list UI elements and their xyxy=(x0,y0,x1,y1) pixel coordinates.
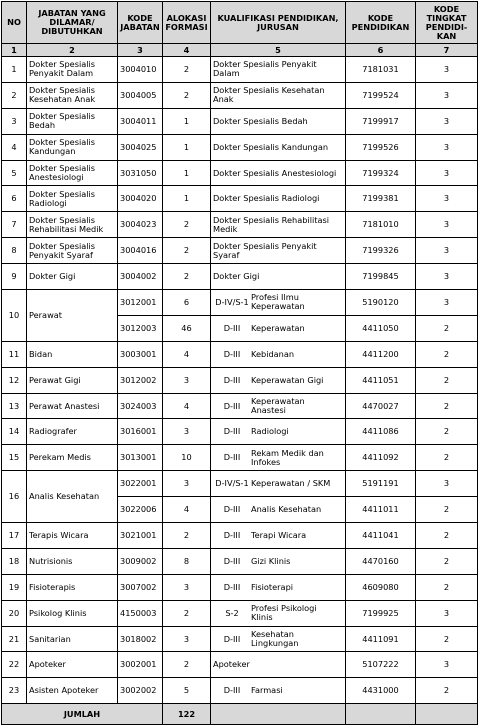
kode-tingkat-cell: 2 xyxy=(416,626,478,652)
kode-tingkat-cell: 2 xyxy=(416,523,478,549)
total-label: JUMLAH xyxy=(2,704,163,725)
kode-tingkat-cell: 3 xyxy=(416,212,478,238)
kode-jabatan-cell: 3013001 xyxy=(118,445,163,471)
kode-pendidikan-cell: 4411051 xyxy=(346,367,416,393)
kode-pendidikan-cell: 5190120 xyxy=(346,290,416,316)
jenjang-label: D-III xyxy=(223,685,241,696)
jenjang-label: D-III xyxy=(223,322,241,333)
kode-jabatan-cell: 3004011 xyxy=(118,108,163,134)
jenjang-label: D-III xyxy=(223,348,241,359)
kualifikasi-cell xyxy=(211,626,346,652)
alokasi-cell: 3 xyxy=(163,626,211,652)
jurusan-label: Terapi Wicara xyxy=(251,529,307,540)
kode-tingkat-cell: 3 xyxy=(416,186,478,212)
kualifikasi-cell xyxy=(211,523,346,549)
table-row xyxy=(2,445,478,471)
jabatan-cell: Dokter Spesialis Penyakit Syaraf xyxy=(27,238,118,264)
kode-jabatan-cell: 3024003 xyxy=(118,393,163,419)
row-number: 1 xyxy=(2,57,27,83)
kode-tingkat-cell: 3 xyxy=(416,600,478,626)
kode-jabatan-cell: 4150003 xyxy=(118,600,163,626)
alokasi-cell: 3 xyxy=(163,419,211,445)
kode-jabatan-cell: 3004002 xyxy=(118,264,163,290)
jabatan-cell: Terapis Wicara xyxy=(27,523,118,549)
kualifikasi-cell xyxy=(211,212,346,238)
kode-tingkat-cell: 2 xyxy=(416,445,478,471)
jurusan-label: Farmasi xyxy=(251,685,283,696)
jurusan-label: Dokter Spesialis Bedah xyxy=(213,115,308,126)
table-row xyxy=(2,238,478,264)
jurusan-label: Dokter Spesialis Rehabilitasi Medik xyxy=(213,214,330,234)
alokasi-cell: 2 xyxy=(163,600,211,626)
kode-pendidikan-cell: 4411091 xyxy=(346,626,416,652)
jurusan-label: Dokter Gigi xyxy=(213,271,260,282)
row-number: 11 xyxy=(2,341,27,367)
jurusan-label: Fisioterapi xyxy=(251,581,294,592)
kode-pendidikan-cell: 4431000 xyxy=(346,678,416,704)
header-kualifikasi: KUALIFIKASI PENDIDIKAN, JURUSAN xyxy=(211,2,346,44)
row-number: 10 xyxy=(2,290,27,342)
jabatan-cell: Nutrisionis xyxy=(27,548,118,574)
kode-pendidikan-cell: 7199845 xyxy=(346,264,416,290)
jabatan-cell: Asisten Apoteker xyxy=(27,678,118,704)
jabatan-cell: Perawat Anastesi xyxy=(27,393,118,419)
alokasi-cell: 2 xyxy=(163,523,211,549)
alokasi-cell: 46 xyxy=(163,315,211,341)
kualifikasi-cell xyxy=(211,419,346,445)
table-row xyxy=(2,264,478,290)
alokasi-cell: 6 xyxy=(163,290,211,316)
kode-pendidikan-cell: 4411200 xyxy=(346,341,416,367)
table-row xyxy=(2,108,478,134)
header-alokasi: ALOKASI FORMASI xyxy=(163,2,211,44)
jabatan-cell: Dokter Spesialis Anestesiologi xyxy=(27,160,118,186)
kualifikasi-cell xyxy=(211,600,346,626)
jabatan-cell: Psikolog Klinis xyxy=(27,600,118,626)
kode-tingkat-cell: 2 xyxy=(416,367,478,393)
jurusan-label: Keperawatan / SKM xyxy=(251,478,331,489)
kode-pendidikan-cell: 5107222 xyxy=(346,652,416,678)
jenjang-label: S-2 xyxy=(225,607,239,618)
kode-jabatan-cell: 3007002 xyxy=(118,574,163,600)
jurusan-label: Analis Kesehatan xyxy=(251,504,322,515)
kualifikasi-cell xyxy=(211,445,346,471)
jabatan-cell: Perawat xyxy=(27,290,118,342)
row-number: 14 xyxy=(2,419,27,445)
kode-pendidikan-cell: 7181010 xyxy=(346,212,416,238)
table-row xyxy=(2,471,478,497)
kode-jabatan-cell: 3031050 xyxy=(118,160,163,186)
alokasi-cell: 1 xyxy=(163,186,211,212)
kode-pendidikan-cell: 7199326 xyxy=(346,238,416,264)
table-row xyxy=(2,393,478,419)
jurusan-label: Apoteker xyxy=(213,659,250,670)
jurusan-label: Keperawatan Gigi xyxy=(251,374,324,385)
jurusan-label: Keperawatan Anastesi xyxy=(251,396,305,416)
kualifikasi-cell xyxy=(211,290,346,316)
kode-tingkat-cell: 2 xyxy=(416,341,478,367)
kode-tingkat-cell: 2 xyxy=(416,548,478,574)
header-kode-jabatan: KODE JABATAN xyxy=(118,2,163,44)
header-no: NO xyxy=(2,2,27,44)
kualifikasi-cell xyxy=(211,238,346,264)
kode-jabatan-cell: 3002001 xyxy=(118,652,163,678)
jurusan-label: Dokter Spesialis Anestesiologi xyxy=(213,167,337,178)
jurusan-label: Keperawatan xyxy=(251,322,305,333)
jurusan-label: Kesehatan Lingkungan xyxy=(251,629,299,649)
row-number: 5 xyxy=(2,160,27,186)
kualifikasi-cell xyxy=(211,574,346,600)
jurusan-label: Rekam Medik dan Infokes xyxy=(251,447,324,467)
kode-tingkat-cell: 3 xyxy=(416,238,478,264)
row-number: 6 xyxy=(2,186,27,212)
alokasi-cell: 2 xyxy=(163,82,211,108)
jenjang-label: D-III xyxy=(223,374,241,385)
kode-jabatan-cell: 3018002 xyxy=(118,626,163,652)
column-number: 2 xyxy=(27,44,118,57)
table-row xyxy=(2,212,478,238)
alokasi-cell: 2 xyxy=(163,212,211,238)
kode-tingkat-cell: 2 xyxy=(416,678,478,704)
header-kode-pendidikan: KODE PENDIDIKAN xyxy=(346,2,416,44)
table-row xyxy=(2,652,478,678)
table-row xyxy=(2,600,478,626)
kode-pendidikan-cell: 7199381 xyxy=(346,186,416,212)
kode-pendidikan-cell: 4470027 xyxy=(346,393,416,419)
header-row xyxy=(2,2,478,44)
kualifikasi-cell xyxy=(211,471,346,497)
column-number: 1 xyxy=(2,44,27,57)
row-number: 12 xyxy=(2,367,27,393)
kode-jabatan-cell: 3012001 xyxy=(118,290,163,316)
kode-jabatan-cell: 3002002 xyxy=(118,678,163,704)
jabatan-cell: Dokter Spesialis Radiologi xyxy=(27,186,118,212)
kode-tingkat-cell: 3 xyxy=(416,652,478,678)
kode-jabatan-cell: 3012003 xyxy=(118,315,163,341)
alokasi-cell: 1 xyxy=(163,160,211,186)
total-empty-cell xyxy=(211,704,346,725)
kode-pendidikan-cell: 4411050 xyxy=(346,315,416,341)
jenjang-label: D-IV/S-1 xyxy=(215,296,249,307)
kode-jabatan-cell: 3004016 xyxy=(118,238,163,264)
row-number: 9 xyxy=(2,264,27,290)
alokasi-cell: 5 xyxy=(163,678,211,704)
jurusan-label: Kebidanan xyxy=(251,348,295,359)
total-value: 122 xyxy=(163,704,211,725)
total-row xyxy=(2,704,478,725)
jabatan-cell: Dokter Spesialis Penyakit Dalam xyxy=(27,57,118,83)
kualifikasi-cell xyxy=(211,160,346,186)
alokasi-cell: 2 xyxy=(163,57,211,83)
kualifikasi-cell xyxy=(211,134,346,160)
kode-pendidikan-cell: 4411011 xyxy=(346,497,416,523)
kode-pendidikan-cell: 4470160 xyxy=(346,548,416,574)
kode-pendidikan-cell: 7181031 xyxy=(346,57,416,83)
kode-tingkat-cell: 3 xyxy=(416,57,478,83)
column-number: 6 xyxy=(346,44,416,57)
kode-tingkat-cell: 3 xyxy=(416,82,478,108)
header-jabatan: JABATAN YANG DILAMAR/ DIBUTUHKAN xyxy=(27,2,118,44)
row-number: 22 xyxy=(2,652,27,678)
table-row xyxy=(2,290,478,316)
jurusan-label: Dokter Spesialis Penyakit Syaraf xyxy=(213,240,317,260)
jabatan-cell: Bidan xyxy=(27,341,118,367)
kode-tingkat-cell: 3 xyxy=(416,108,478,134)
kode-jabatan-cell: 3004023 xyxy=(118,212,163,238)
jenjang-label: D-IV/S-1 xyxy=(215,478,249,489)
table-row xyxy=(2,678,478,704)
kode-jabatan-cell: 3003001 xyxy=(118,341,163,367)
jurusan-label: Dokter Spesialis Kandungan xyxy=(213,141,329,152)
row-number: 3 xyxy=(2,108,27,134)
kualifikasi-cell xyxy=(211,548,346,574)
kode-tingkat-cell: 2 xyxy=(416,497,478,523)
kode-jabatan-cell: 3009002 xyxy=(118,548,163,574)
kode-pendidikan-cell: 7199917 xyxy=(346,108,416,134)
jabatan-cell: Dokter Spesialis Kesehatan Anak xyxy=(27,82,118,108)
table-row xyxy=(2,367,478,393)
alokasi-cell: 4 xyxy=(163,497,211,523)
kode-jabatan-cell: 3021001 xyxy=(118,523,163,549)
header-kode-tingkat: KODE TINGKAT PENDIDI-KAN xyxy=(416,2,478,44)
kualifikasi-cell xyxy=(211,186,346,212)
jabatan-cell: Perawat Gigi xyxy=(27,367,118,393)
kualifikasi-cell xyxy=(211,497,346,523)
jabatan-cell: Analis Kesehatan xyxy=(27,471,118,523)
alokasi-cell: 10 xyxy=(163,445,211,471)
alokasi-cell: 3 xyxy=(163,471,211,497)
column-number: 7 xyxy=(416,44,478,57)
jabatan-cell: Apoteker xyxy=(27,652,118,678)
kode-jabatan-cell: 3022001 xyxy=(118,471,163,497)
kode-tingkat-cell: 2 xyxy=(416,574,478,600)
formasi-table xyxy=(1,1,478,725)
kode-tingkat-cell: 3 xyxy=(416,290,478,316)
row-number: 23 xyxy=(2,678,27,704)
alokasi-cell: 2 xyxy=(163,238,211,264)
jurusan-label: Dokter Spesialis Radiologi xyxy=(213,193,320,204)
row-number: 8 xyxy=(2,238,27,264)
jurusan-label: Dokter Spesialis Penyakit Dalam xyxy=(213,59,317,79)
kode-jabatan-cell: 3004005 xyxy=(118,82,163,108)
table-row xyxy=(2,548,478,574)
kualifikasi-cell xyxy=(211,341,346,367)
alokasi-cell: 8 xyxy=(163,548,211,574)
kode-tingkat-cell: 3 xyxy=(416,160,478,186)
kode-tingkat-cell: 2 xyxy=(416,315,478,341)
kode-jabatan-cell: 3016001 xyxy=(118,419,163,445)
row-number: 18 xyxy=(2,548,27,574)
kode-pendidikan-cell: 7199526 xyxy=(346,134,416,160)
jenjang-label: D-III xyxy=(223,452,241,463)
jurusan-label: Radiologi xyxy=(251,426,289,437)
alokasi-cell: 1 xyxy=(163,108,211,134)
kode-pendidikan-cell: 4411086 xyxy=(346,419,416,445)
alokasi-cell: 3 xyxy=(163,367,211,393)
table-row xyxy=(2,523,478,549)
table-row xyxy=(2,82,478,108)
table-body xyxy=(2,57,478,704)
alokasi-cell: 4 xyxy=(163,393,211,419)
jenjang-label: D-III xyxy=(223,633,241,644)
table-row xyxy=(2,419,478,445)
kode-tingkat-cell: 3 xyxy=(416,134,478,160)
kualifikasi-cell xyxy=(211,652,346,678)
kode-tingkat-cell: 3 xyxy=(416,471,478,497)
jabatan-cell: Sanitarian xyxy=(27,626,118,652)
alokasi-cell: 4 xyxy=(163,341,211,367)
jenjang-label: D-III xyxy=(223,426,241,437)
kode-tingkat-cell: 2 xyxy=(416,419,478,445)
column-number: 5 xyxy=(211,44,346,57)
row-number: 2 xyxy=(2,82,27,108)
alokasi-cell: 3 xyxy=(163,574,211,600)
jabatan-cell: Dokter Gigi xyxy=(27,264,118,290)
kode-tingkat-cell: 3 xyxy=(416,264,478,290)
jabatan-cell: Radiografer xyxy=(27,419,118,445)
kualifikasi-cell xyxy=(211,315,346,341)
jurusan-label: Profesi Ilmu Keperawatan xyxy=(251,292,305,312)
table-row xyxy=(2,57,478,83)
column-number: 4 xyxy=(163,44,211,57)
row-number: 7 xyxy=(2,212,27,238)
row-number: 17 xyxy=(2,523,27,549)
alokasi-cell: 2 xyxy=(163,652,211,678)
jurusan-label: Dokter Spesialis Kesehatan Anak xyxy=(213,85,325,105)
kode-jabatan-cell: 3004010 xyxy=(118,57,163,83)
row-number: 15 xyxy=(2,445,27,471)
row-number: 4 xyxy=(2,134,27,160)
row-number: 20 xyxy=(2,600,27,626)
total-empty-cell xyxy=(346,704,416,725)
kode-pendidikan-cell: 4411041 xyxy=(346,523,416,549)
total-empty-cell xyxy=(416,704,478,725)
jurusan-label: Gizi Klinis xyxy=(251,555,291,566)
row-number: 16 xyxy=(2,471,27,523)
column-number: 3 xyxy=(118,44,163,57)
row-number: 19 xyxy=(2,574,27,600)
jenjang-label: D-III xyxy=(223,581,241,592)
jenjang-label: D-III xyxy=(223,400,241,411)
kode-pendidikan-cell: 4609080 xyxy=(346,574,416,600)
table-row xyxy=(2,341,478,367)
kualifikasi-cell xyxy=(211,108,346,134)
table-row xyxy=(2,574,478,600)
kualifikasi-cell xyxy=(211,367,346,393)
kode-jabatan-cell: 3012002 xyxy=(118,367,163,393)
kualifikasi-cell xyxy=(211,82,346,108)
kode-jabatan-cell: 3004020 xyxy=(118,186,163,212)
kualifikasi-cell xyxy=(211,678,346,704)
column-number-row xyxy=(2,44,478,57)
row-number: 13 xyxy=(2,393,27,419)
kode-pendidikan-cell: 7199324 xyxy=(346,160,416,186)
kode-pendidikan-cell: 4411092 xyxy=(346,445,416,471)
kode-pendidikan-cell: 7199524 xyxy=(346,82,416,108)
kualifikasi-cell xyxy=(211,393,346,419)
alokasi-cell: 2 xyxy=(163,264,211,290)
jenjang-label: D-III xyxy=(223,555,241,566)
table-row xyxy=(2,186,478,212)
kualifikasi-cell xyxy=(211,264,346,290)
kode-jabatan-cell: 3004025 xyxy=(118,134,163,160)
kualifikasi-cell xyxy=(211,57,346,83)
jabatan-cell: Dokter Spesialis Rehabilitasi Medik xyxy=(27,212,118,238)
alokasi-cell: 1 xyxy=(163,134,211,160)
table-row xyxy=(2,134,478,160)
table-row xyxy=(2,160,478,186)
jabatan-cell: Fisioterapis xyxy=(27,574,118,600)
jabatan-cell: Dokter Spesialis Kandungan xyxy=(27,134,118,160)
table-row xyxy=(2,626,478,652)
row-number: 21 xyxy=(2,626,27,652)
jabatan-cell: Dokter Spesialis Bedah xyxy=(27,108,118,134)
jurusan-label: Profesi Psikologi Klinis xyxy=(251,603,317,623)
jenjang-label: D-III xyxy=(223,529,241,540)
kode-tingkat-cell: 2 xyxy=(416,393,478,419)
kode-pendidikan-cell: 7199925 xyxy=(346,600,416,626)
kode-jabatan-cell: 3022006 xyxy=(118,497,163,523)
jenjang-label: D-III xyxy=(223,504,241,515)
jabatan-cell: Perekam Medis xyxy=(27,445,118,471)
kode-pendidikan-cell: 5191191 xyxy=(346,471,416,497)
